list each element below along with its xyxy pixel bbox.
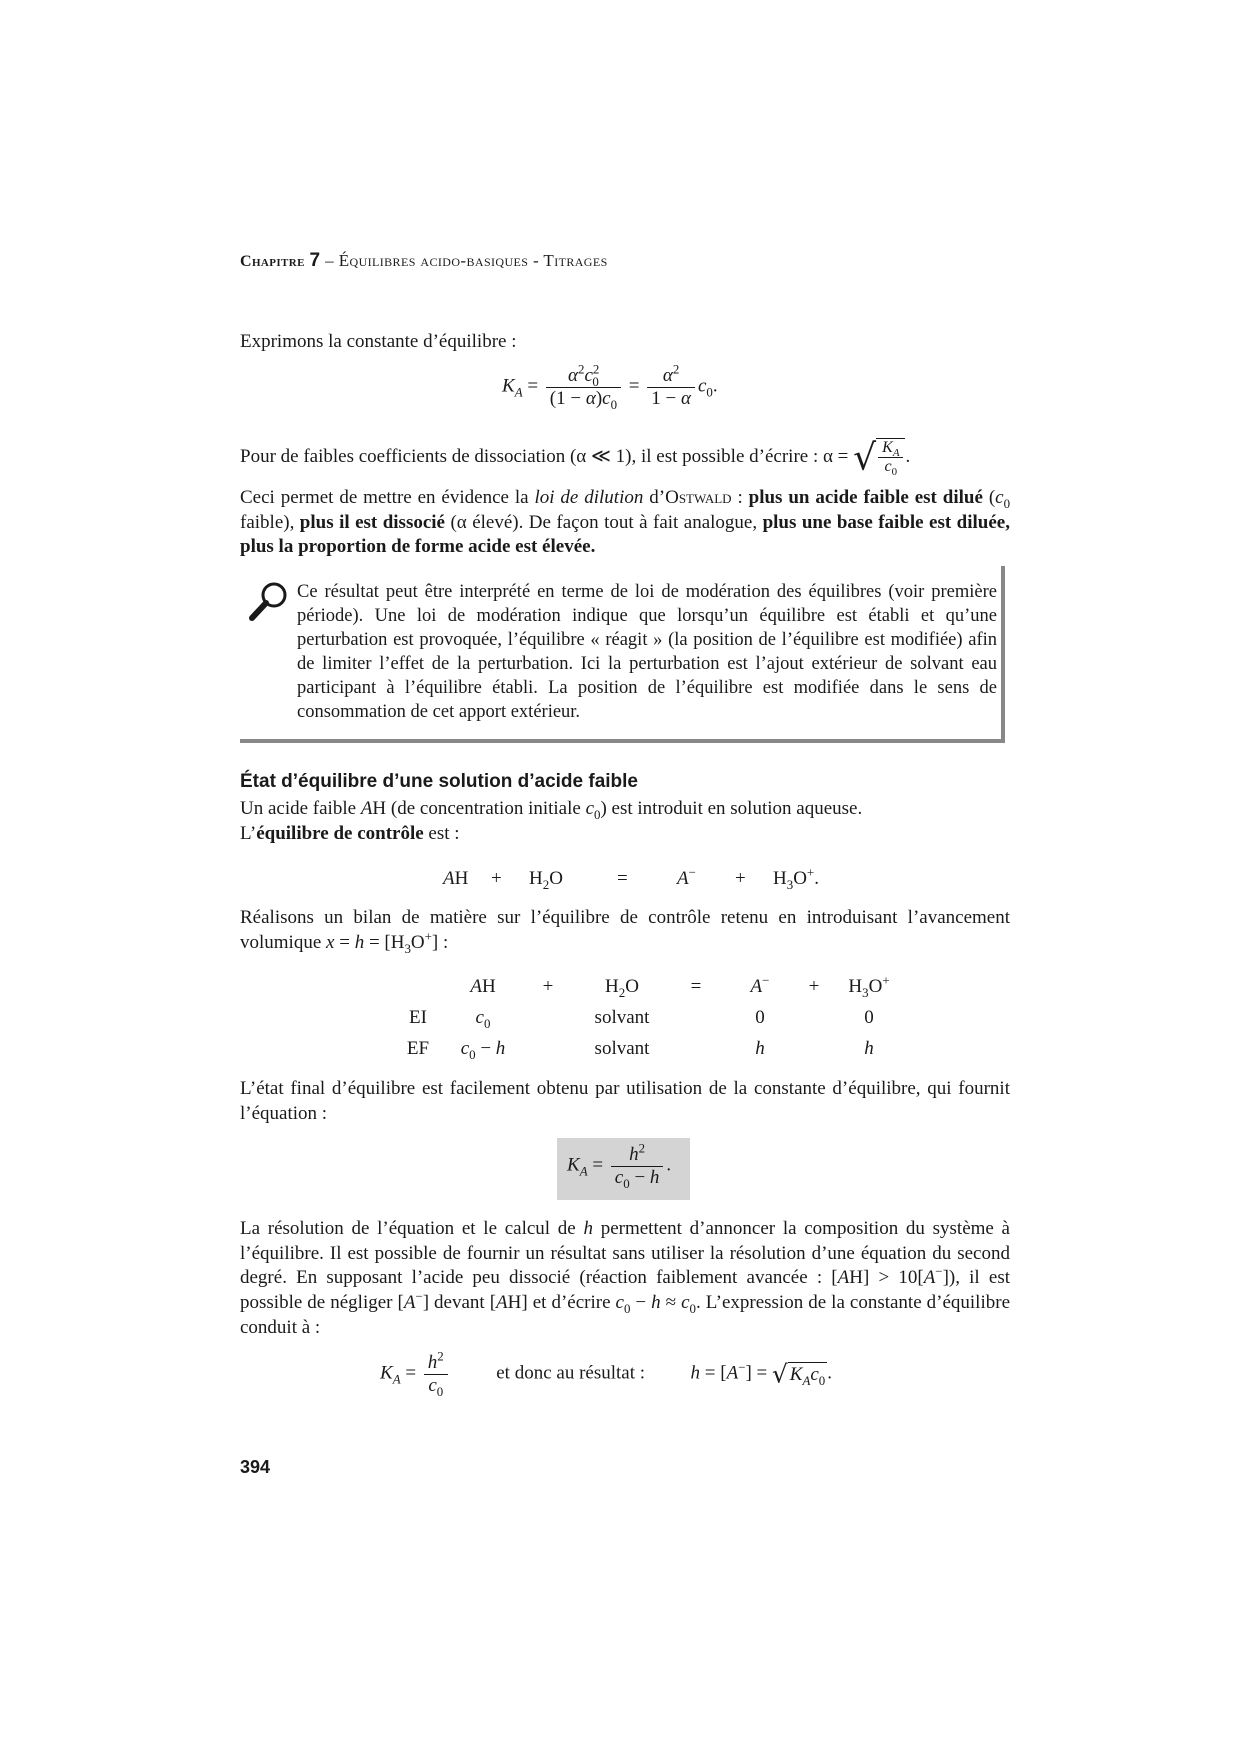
- chapter-title: Équilibres acido-basiques - Titrages: [338, 251, 608, 270]
- equation-ka-alpha: $K_A$ = $\frac{\alpha^2c^2_0}{(1 - \alpha)c_0}$ = $\frac{\alpha^2}{1 - \alpha}$ $c_0$.: [502, 361, 718, 412]
- table-header-row: AH + $H_2O$ = A− + $H_3O^+$: [470, 972, 890, 1000]
- magnifier-icon: [246, 580, 290, 632]
- paragraph-mass-balance: Réalisons un bilan de matière sur l’équilibre de contrôle retenu en introduisant l’avancement volumique $x = h = [H_3O^+]$ :: [240, 907, 1010, 956]
- row-label-ef: EF: [406, 1038, 430, 1060]
- reaction-table: [388, 972, 904, 1065]
- row-label-ei: EI: [409, 1007, 427, 1029]
- paragraph-weak-dissociation: Pour de faibles coefficients de dissociation (α ≪ 1), il est possible d’écrire : α = √ $\frac{K_A}{c_0}$ .: [240, 436, 911, 479]
- header-separator: –: [325, 251, 335, 270]
- boxed-equation: $K_A$ = $\frac{h^2}{c_0 - h}$ .: [557, 1138, 690, 1200]
- paragraph-weak-acid: Un acide faible AH (de concentration initiale $c_0$) est introduit en solution aqueuse. L’équilibre de contrôle est :: [240, 798, 863, 844]
- final-connector: et donc au résultat :: [496, 1362, 646, 1384]
- paragraph-resolution: La résolution de l’équation et le calcul de h permettent d’annoncer la composition du système à l’équilibre. Il est possible de fournir un résultat sans utiliser la résolution d’une équation du second degré. En supposant l’acide peu dissocié (réaction faiblement avancée : [AH] > 10[A−]), il est possible de négliger [A−] devant [AH] et d’écrire $c_0 - h \approx c_0$. L’expression de la constante d’équilibre conduit à :: [240, 1218, 1010, 1338]
- weak-dissociation-text: Pour de faibles coefficients de dissociation (α ≪ 1), il est possible d’écrire : α =: [240, 445, 849, 467]
- equation-final: $K_A$ = $\frac{h^2}{c_0}$ et donc au résultat : h = [A−] = √ $K_Ac_0$ .: [380, 1348, 832, 1399]
- table-row: EI $c_0$ solvant 0 0: [388, 1003, 904, 1034]
- paragraph-final-state: L’état final d’équilibre est facilement obtenu par utilisation de la constante d’équilibre, qui fournit l’équation :: [240, 1078, 1010, 1124]
- running-header: [240, 249, 608, 274]
- table-row: EF $c_0 - h$ solvant h h: [388, 1034, 904, 1065]
- fraction-alpha2: $\frac{\alpha^2}{1 - \alpha}$: [647, 365, 695, 410]
- chapter-label: Chapitre: [240, 253, 305, 270]
- section-title: État d’équilibre d’une solution d’acide faible: [240, 771, 638, 792]
- chapter-number: 7: [309, 250, 321, 271]
- note-box: [240, 566, 1005, 743]
- fraction-alpha2c02: $\frac{\alpha^2c^2_0}{(1 - \alpha)c_0}$: [546, 365, 621, 410]
- sqrt-ka-over-c0: √ $\frac{K_A}{c_0}$: [853, 438, 905, 477]
- paragraph-ostwald-law: Ceci permet de mettre en évidence la loi de dilution d’Ostwald : plus un acide faible est dilué ($c_0$ faible), plus il est dissocié (α élevé). De façon tout à fait analogue, plus une base faible est diluée, plus la proportion de forme acide est élevée.: [240, 487, 1011, 558]
- reaction-equation: AH + $H_2O = A^- + H_3O^+$.: [443, 864, 819, 892]
- note-text: Ce résultat peut être interprété en terme de loi de modération des équilibres (voir première période). Une loi de modération indique que lorsqu’un équilibre est établi et qu’une perturbation est provoquée, l’équilibre « réagit » (la position de l’équilibre est modifiée) afin de limiter l’effet de la perturbation. Ici la perturbation est l’ajout extérieur de solvant eau participant à l’équilibre établi. La position de l’équilibre est modifiée dans le sens de consommation de cet apport extérieur.: [297, 582, 997, 723]
- page-number: 394: [240, 1457, 271, 1477]
- paragraph-equilibrium-constant: Exprimons la constante d’équilibre :: [240, 331, 517, 352]
